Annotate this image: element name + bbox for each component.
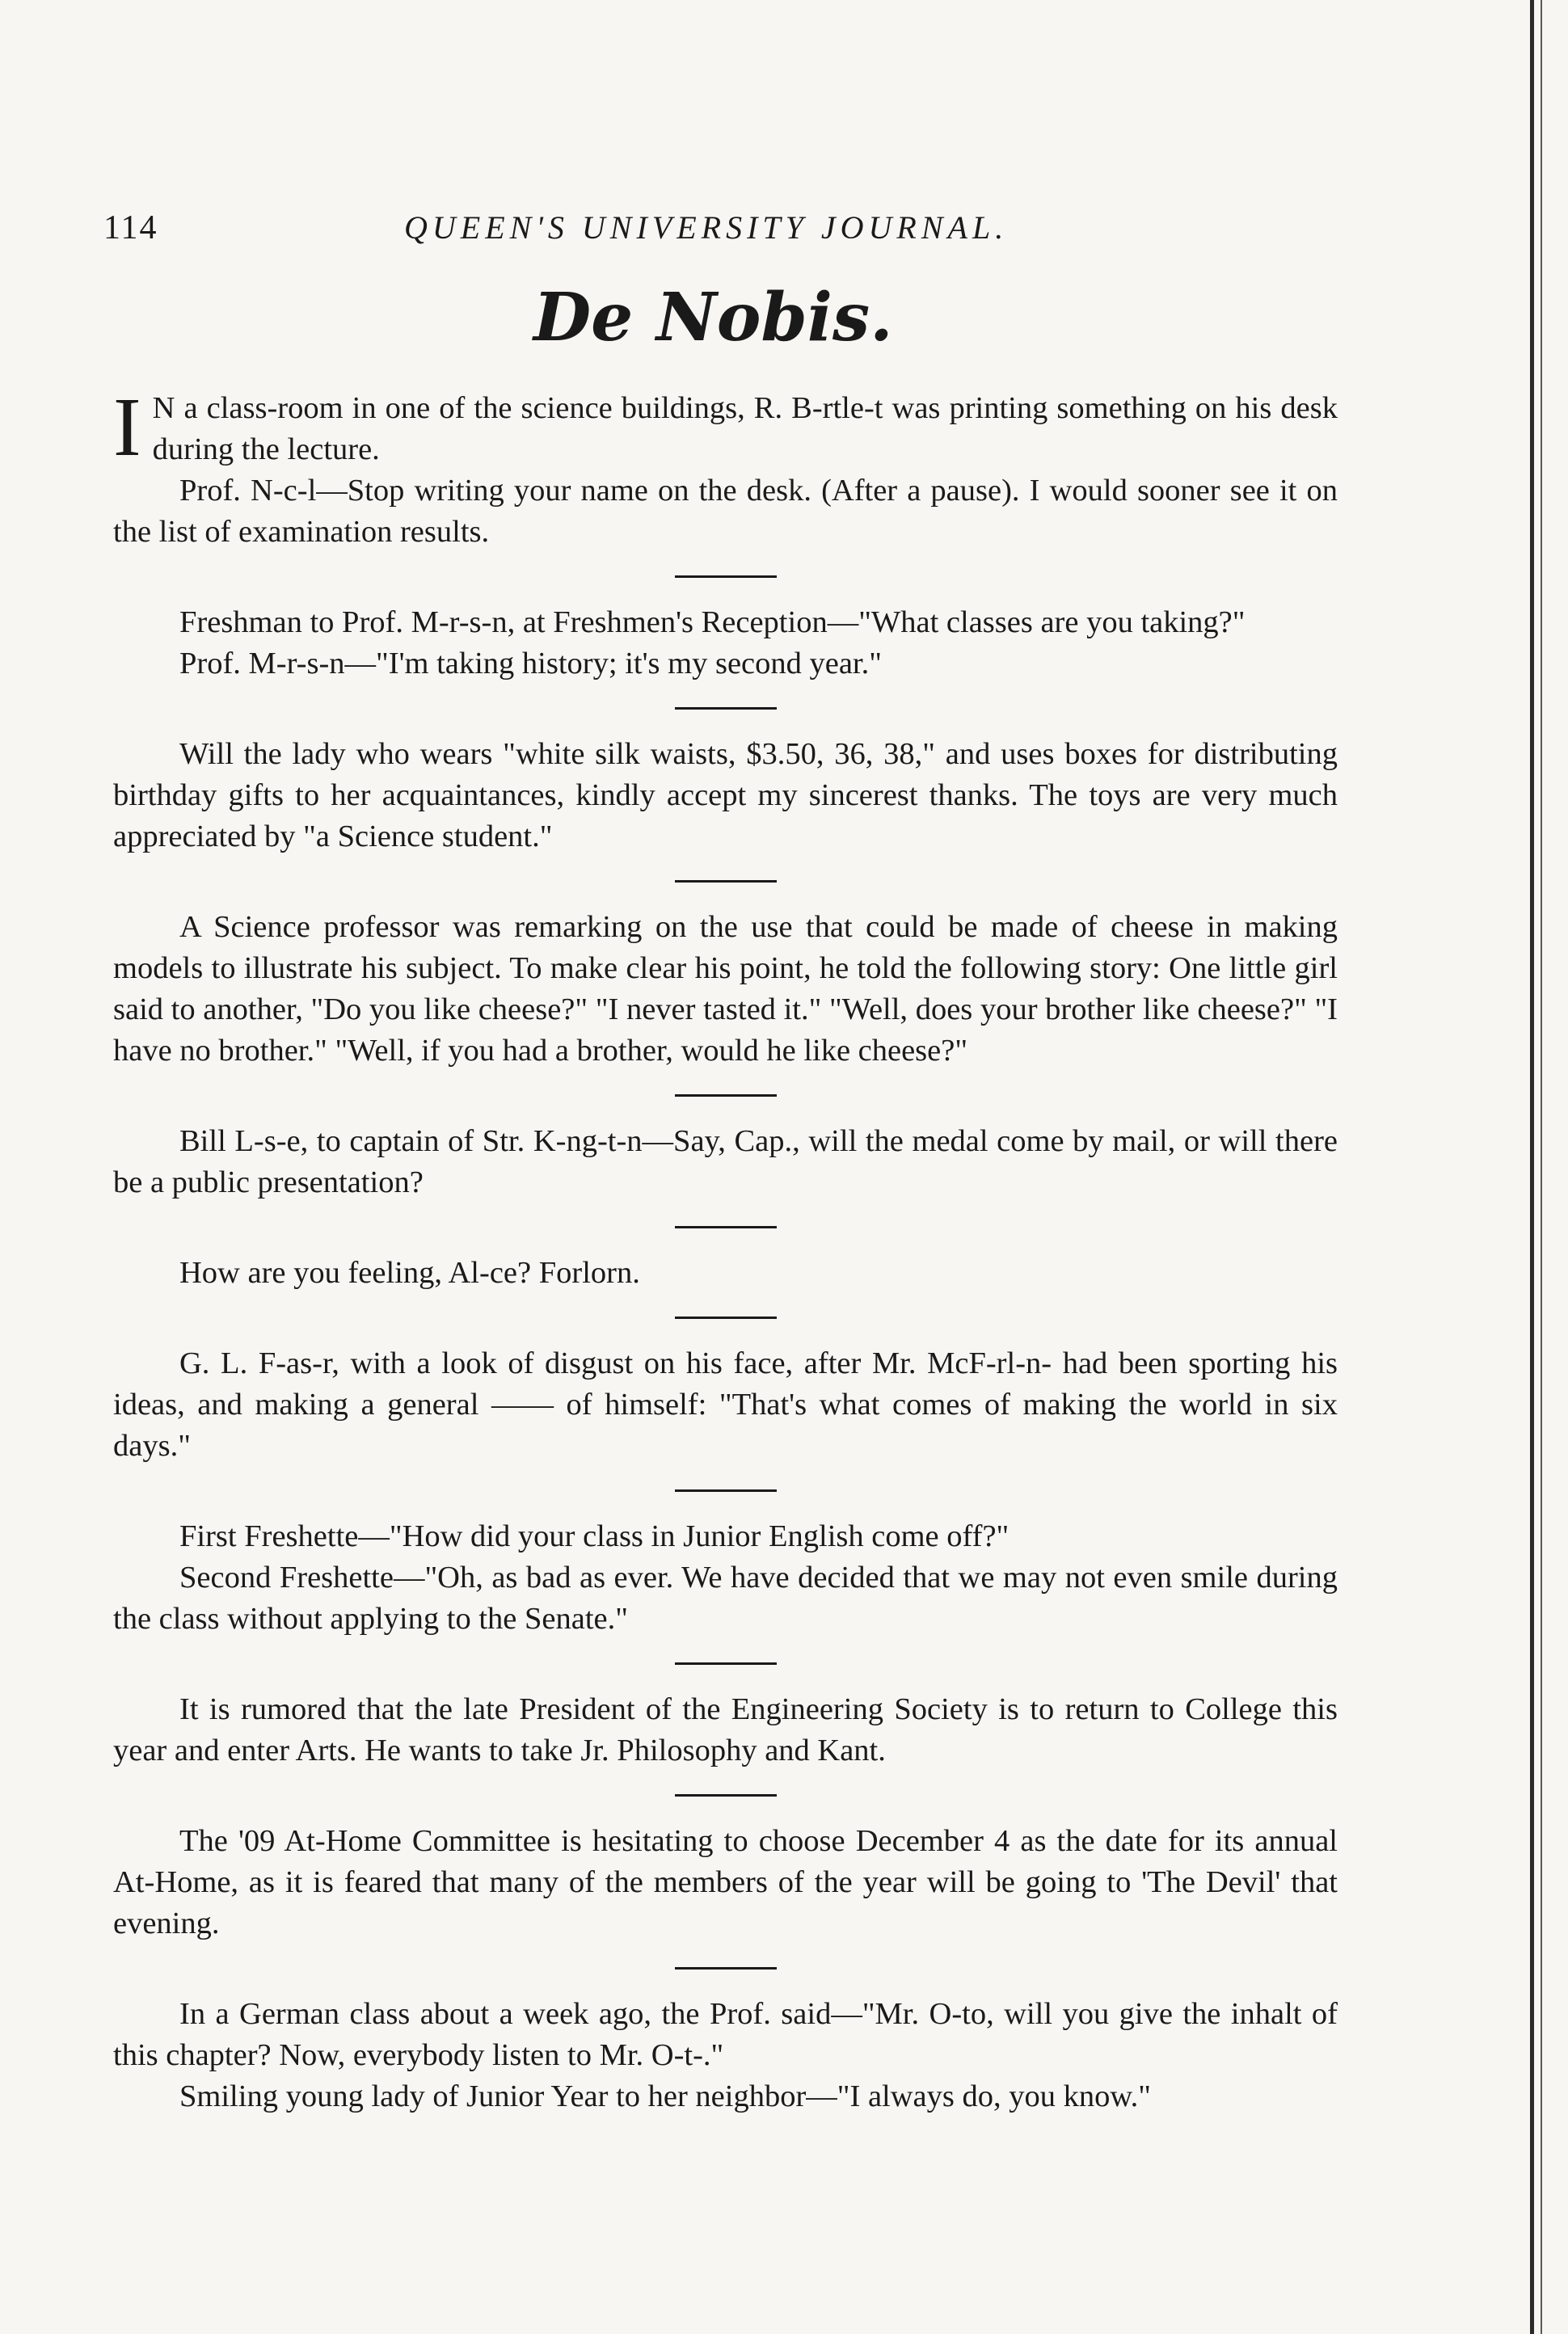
section-title: De Nobis. [533,279,893,356]
running-head: QUEEN'S UNIVERSITY JOURNAL. [404,209,1009,246]
separator-rule [675,575,777,578]
anecdote-item [113,381,1338,553]
paragraph: I N a class-room in one of the science buildings, R. B-rtle-t was printing something on his desk during the lecture. [113,381,1338,474]
anecdote-item [113,1994,1338,2117]
anecdote-item [113,734,1338,857]
paragraph: Will the lady who wears "white silk waists, $3.50, 36, 38," and uses boxes for distributing birthday gifts to her acquaintances, kindly accept my sincerest thanks. The toys are very much appreciated by "a Science student." [113,737,1338,853]
separator-rule [675,1794,777,1797]
separator-rule [675,880,777,883]
separator-rule [675,1094,777,1097]
anecdote-item [113,1253,1338,1294]
paragraph: The '09 At-Home Committee is hesitating to choose December 4 as the date for its annual At-Home, as it is feared that many of the members of the year will be going to 'The Devil' that evening. [113,1824,1338,1940]
page-number: 114 [103,209,158,246]
anecdote-item [113,907,1338,1072]
separator-rule [675,1662,777,1665]
separator-rule [675,1226,777,1228]
paragraph: How are you feeling, Al-ce? Forlorn. [179,1256,640,1290]
separator-rule [675,1317,777,1319]
page-edge-line [1530,0,1534,2334]
paragraph: Prof. N-c-l—Stop writing your name on the desk. (After a pause). I would sooner see it on the list of examination results. [113,474,1338,549]
paragraph: A Science professor was remarking on the use that could be made of cheese in making models to illustrate his subject. To make clear his point, he told the following story: One little girl said to another, "Do you like cheese?" "I never tasted it." "Well, does your brother like cheese?" "I have no brother." "Well, if you had a brother, would he like cheese?" [113,910,1338,1068]
separator-rule [675,1967,777,1970]
anecdote-item [113,1516,1338,1640]
paragraph: Smiling young lady of Junior Year to her neighbor—"I always do, you know." [179,2079,1151,2113]
paragraph: G. L. F-as-r, with a look of disgust on his face, after Mr. McF-rl-n- had been sporting his ideas, and making a general —— of himself: "That's what comes of making the world in six days." [113,1346,1338,1463]
separator-rule [675,1489,777,1492]
drop-cap: I [113,381,141,474]
separator-rule [675,707,777,710]
article-body [113,381,1338,2117]
anecdote-item [113,1343,1338,1467]
paragraph: Second Freshette—"Oh, as bad as ever. We have decided that we may not even smile during the class without applying to the Senate." [113,1561,1338,1636]
anecdote-item [113,1821,1338,1944]
paragraph: Freshman to Prof. M-r-s-n, at Freshmen's Reception—"What classes are you taking?" [179,605,1246,639]
page-edge-line-inner [1541,0,1542,2334]
paragraph: Prof. M-r-s-n—"I'm taking history; it's my second year." [179,647,882,680]
paragraph: In a German class about a week ago, the Prof. said—"Mr. O-to, will you give the inhalt of this chapter? Now, everybody listen to Mr. O-t-." [113,1997,1338,2072]
paragraph: First Freshette—"How did your class in Junior English come off?" [179,1519,1010,1553]
anecdote-item [113,1689,1338,1772]
anecdote-item [113,1121,1338,1203]
paragraph: It is rumored that the late President of the Engineering Society is to return to College this year and enter Arts. He wants to take Jr. Philosophy and Kant. [113,1692,1338,1767]
paragraph: Bill L-s-e, to captain of Str. K-ng-t-n—Say, Cap., will the medal come by mail, or will there be a public presentation? [113,1124,1338,1199]
anecdote-item [113,602,1338,685]
